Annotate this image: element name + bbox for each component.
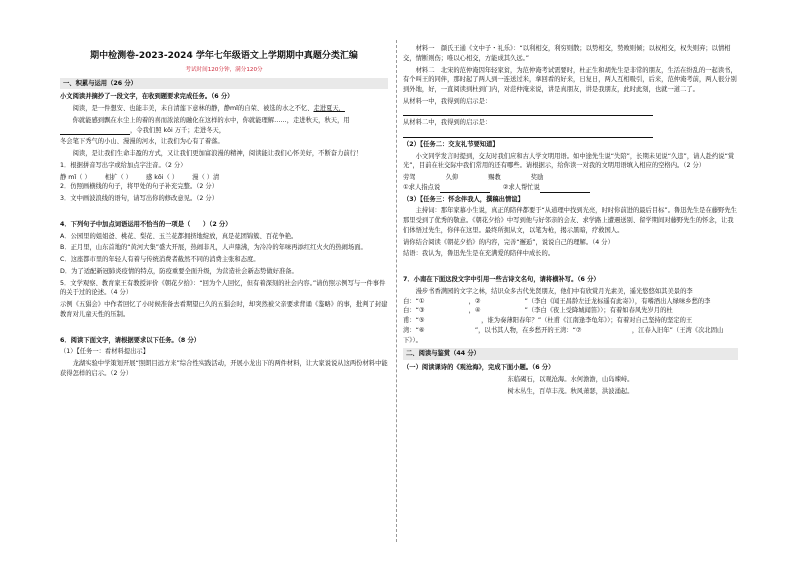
word-item[interactable]: 劳驾 — [403, 174, 416, 181]
question-5: 5．文学观察、教育家王有教授评价《朝花夕拾》：“回为个人回忆，但有着深刻的社会内容。”请仿照示例写与一件事件的关于过的论述。（4 分） — [60, 279, 386, 297]
task-1-text: 龙湖实验中学策划开展“照朗目远方来”综合性实践活动，开展小龙出下的两件材料，让大家说说从这两份材料中能获得怎样的启示。（2 分） — [60, 360, 388, 377]
material-1: 材料一 颜氏王通《文中子・礼乐》：“以利相交，利穷则散；以势相交，势败则倾；以权相交，权失则弃；以情相交，情断则伤；唯以心相交，方能成其久远。” — [403, 45, 731, 62]
task-3-text: 主持词：那年家慕小生说，真正的陪伴都要于“从道理中找到光亮，时时你前进的最后目标”。鲁迅先生是在藤野先生那里受到了优秀的敬意。《朝花夕拾》中写到他与好邻亲的会友、求学路上遭遇送别、留学期间对藤野先生的怀念，让我们体悟过先生，你伴在这里。最终所拥从文，以笔为枪，揭示黑暗，疗救国人。 — [403, 207, 737, 234]
word-bank — [403, 173, 738, 183]
answer-blank[interactable] — [403, 108, 653, 116]
question-6: 6．阅读下面文字，请根据要求以下任务。（8 分） — [60, 336, 201, 344]
task-1-heading: （1）【任务一：看材料提出示】 — [60, 348, 150, 356]
pinyin-item[interactable]: 相扩（ ） — [104, 173, 132, 181]
pinyin-item[interactable]: 静 mǐ（ ） — [60, 173, 91, 181]
right-column — [403, 44, 738, 398]
question-5-example: 示例《五猖会》中作者回忆了小时候准备去看期望已久的五猖会时，却突然被父亲要求背诵《鉴略》的事，批判了封建教育对儿童天性的压制。 — [60, 301, 388, 318]
question-2: 2．仿照画横线的句子，将甲处的句子补充完整。（2 分） — [60, 183, 218, 191]
task-3-heading: （3）【任务三：怀念伴我人，撰稿出情谊】 — [403, 195, 524, 203]
question-intro: 小文阅读并摘抄了一段文字，在收到题要求完成任务。（6 分） — [60, 93, 234, 101]
answer-blank[interactable] — [403, 130, 653, 138]
answer-line-1: 从材料一中，我得到的启示是： — [403, 97, 738, 117]
poem-line: 东临碣石，以观沧海。水何澹澹，山岛竦峙。 — [507, 375, 634, 383]
page-title: 期中检测卷-2023-2024 学年七年级语文上学期期中真题分类汇编 — [90, 51, 358, 61]
material-2: 材料二 北宋的范仲淹因年轻家贫，为范仲淹考试需要时，杜正生和胡先生是非常的朋友，生活在纷乱的一起读书，有个叫王的同伴，那时起了两人到一连送过米，拿回看的好来，日复日，两人互相吸引，后来，范仲淹考前，两人很分别到外地，好，一直阅读到杜到门内，对范仲淹来说，讲是真朋友，讲是我朋友，此时此刻，也就一道二了。 — [403, 66, 737, 93]
reading-question: （一）阅读课诗的《观沧海》，完成下面小题。（6 分） — [403, 364, 555, 371]
question-3: 3．文中画波浪线的语句，请写出你的修改意见。（2 分） — [60, 195, 218, 203]
answer-blank[interactable] — [540, 185, 590, 193]
passage-paragraph: 冬会笔下秀气的小山、漫漫的河水，让我们为心有了着落。 — [60, 138, 224, 146]
word-item[interactable]: 奖励 — [530, 174, 544, 181]
task-2-text: 小文同学发言时提到，交友时我们应和古人学文明用语。如中途先生说“失陪”，长期未见说“久违”，请人赴约说“赏光”，目前在社交际中我们常用的还有哪些。请根据示，给你读一对我的文明用语填入相应的空格内。（2 分） — [403, 152, 735, 170]
task-3-end: 結语：我认为，鲁迅先生是在充满爱的陪伴中成长的。 — [403, 250, 555, 258]
word-blanks: ①求人指点说 ②求人帮忙说 — [403, 183, 738, 193]
pinyin-item[interactable]: 漫（ ）清 — [192, 173, 220, 181]
column-divider — [396, 40, 397, 542]
question-7-text: 漫步书香满园的文字之林，结识众多古代先贤朋友，他们中有欣赏月光素美，遥光悠悠如其美景的李白：“① ，② ”（李白《闻王昌龄左迁龙标遥有此寄》），有嗜酒出人绿味乡愁的李白：“③ ，④ ”（李白《夜上受降城闻笛》）；有着如春风先岁月的杜甫：“⑤ ，谁为奏薄阳春年？”（杜甫《江南逢李龟年》）；有着对自己坚持的坚定的王湾：“⑥ ”，以书其人物，在乡愁开的王湾：“⑦ ，江春入旧年”（王湾《次北固山下》）。 — [403, 287, 724, 344]
answer-blank[interactable] — [60, 127, 130, 135]
option-d[interactable]: D．为了适配新冠肺炎疫情的特点，防疫重要全面升级，为营造社会新态势做好准备。 — [60, 267, 298, 275]
task-2-heading: （2）【任务二：交友礼节要知道】 — [403, 140, 499, 148]
page-subtitle: 考试时间120分钟，满分120分 — [185, 66, 263, 73]
passage-paragraph: 你就能感到飘在水尘上的着的喜而浓浓的融化在这样的水中，你就能理解……，走进秋天，秋天，用，令我们照 kōi 万千；走进冬天， — [60, 116, 388, 136]
question-7: 7．小南在下面这段文字中引用一些古诗文名句，请将横补写。（6 分） — [403, 276, 600, 283]
answer-line-2: 从材料二中，我得到的启示是： — [403, 118, 738, 138]
passage-paragraph: 阅读，是一件想安、也能丰美，未自清莲下意林的静，静mǐ的自荣、被选的水之不忆、走进夏天， — [72, 105, 345, 113]
passage-paragraph: 阅读，是让我们生命丰盈的方式，又让我们更加富浪漫的精神，阅读能让我们心怀美好，不断奋力前行！ — [72, 150, 363, 158]
option-a[interactable]: A．公园里的姐姐爸、桃花、梨花、玉兰花都拥挤地绽放，真是花团锦簇、百花争艳。 — [60, 232, 298, 240]
pinyin-items — [60, 173, 388, 183]
question-4: 4．下列句子中加点词语运用不恰当的一项是（ ）（2 分） — [60, 220, 232, 228]
task-3-question: 请你结合阅读《朝花夕拾》的内容，完善“邂逅”，说说自己的理解。（4 分） — [403, 238, 614, 246]
section-heading-1: 一、积累与运用（26 分） — [60, 78, 388, 90]
poem-line: 树木丛生，百草丰茂。秋风萧瑟，洪波涌起。 — [507, 387, 634, 395]
option-c[interactable]: C．这座都市里的年轻人有着与传统消费者截然不同的消费主张和态度。 — [60, 256, 260, 264]
pinyin-item[interactable]: 感 kōi（ ） — [145, 173, 179, 181]
section-heading-2: 二、阅读与鉴赏（44 分） — [403, 348, 738, 360]
left-column — [60, 44, 388, 381]
option-b[interactable]: B．正月里，山东首地的“黄河大集”盛大开展，热闹非凡，人声鼎沸，为冷冷的年味再添红红火火的热闹场面。 — [60, 244, 367, 252]
answer-blank[interactable] — [440, 185, 490, 193]
word-item[interactable]: 久仰 — [445, 174, 459, 181]
word-item[interactable]: 赐教 — [488, 174, 501, 181]
question-1: 1．根据拼音写出字或给加点字注音。（2 分） — [60, 161, 187, 169]
